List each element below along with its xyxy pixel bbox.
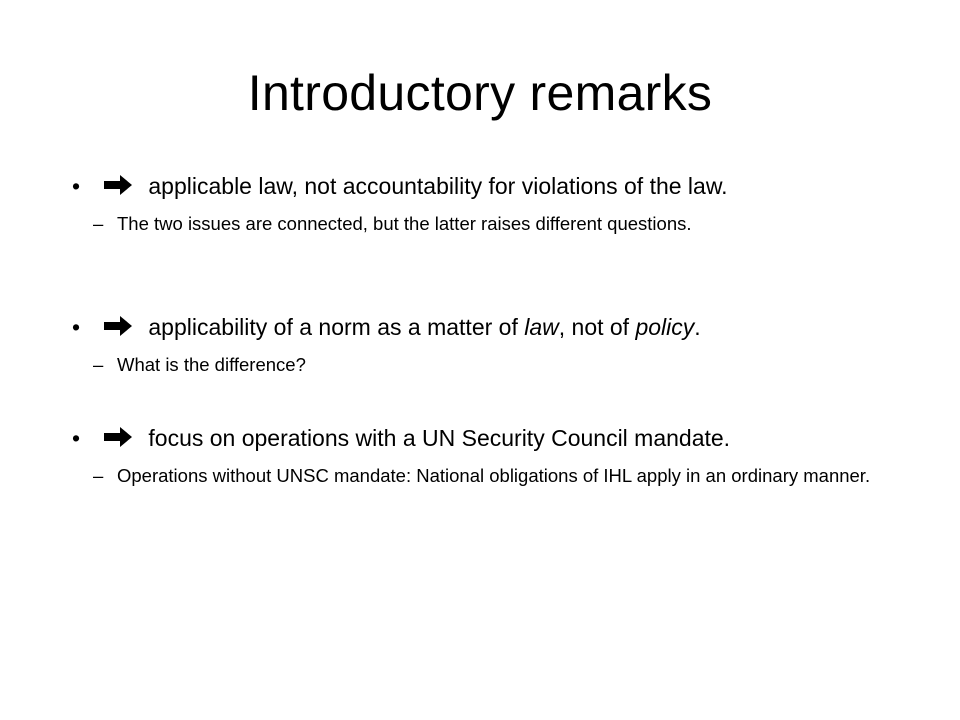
bullet-glyph: • <box>72 314 81 340</box>
sub-item-2 <box>93 352 897 378</box>
emphasis-policy: policy <box>635 314 695 340</box>
bullet-text <box>102 312 922 342</box>
emphasis-law: law <box>524 314 559 340</box>
bullet-text-part: applicable law, not accountability for violations of the law. <box>142 173 728 199</box>
sub-bullet-dash: – <box>93 354 104 375</box>
bullet-text-part: , not of <box>558 314 636 340</box>
sub-item-3 <box>93 463 897 489</box>
sub-item-text: Operations without UNSC mandate: National obligations of IHL apply in an ordinary manner. <box>117 465 871 486</box>
sub-bullet-dash: – <box>93 465 104 486</box>
sub-item-1 <box>93 211 897 237</box>
right-arrow-icon <box>102 315 134 337</box>
bullet-text <box>102 423 922 453</box>
sub-bullet-dash: – <box>93 213 104 234</box>
bullet-text-part: applicability of a norm as a matter of <box>142 314 525 340</box>
bullet-glyph: • <box>72 173 81 199</box>
bullet-text-part: focus on operations with a UN Security Council mandate. <box>142 425 731 451</box>
bullet-text <box>102 171 922 201</box>
bullet-text-part: . <box>694 314 701 340</box>
slide-title: Introductory remarks <box>247 65 713 121</box>
bullet-glyph: • <box>72 425 81 451</box>
sub-item-text: The two issues are connected, but the latter raises different questions. <box>117 213 692 234</box>
right-arrow-icon <box>102 174 134 196</box>
right-arrow-icon <box>102 426 134 448</box>
sub-item-text: What is the difference? <box>117 354 306 375</box>
